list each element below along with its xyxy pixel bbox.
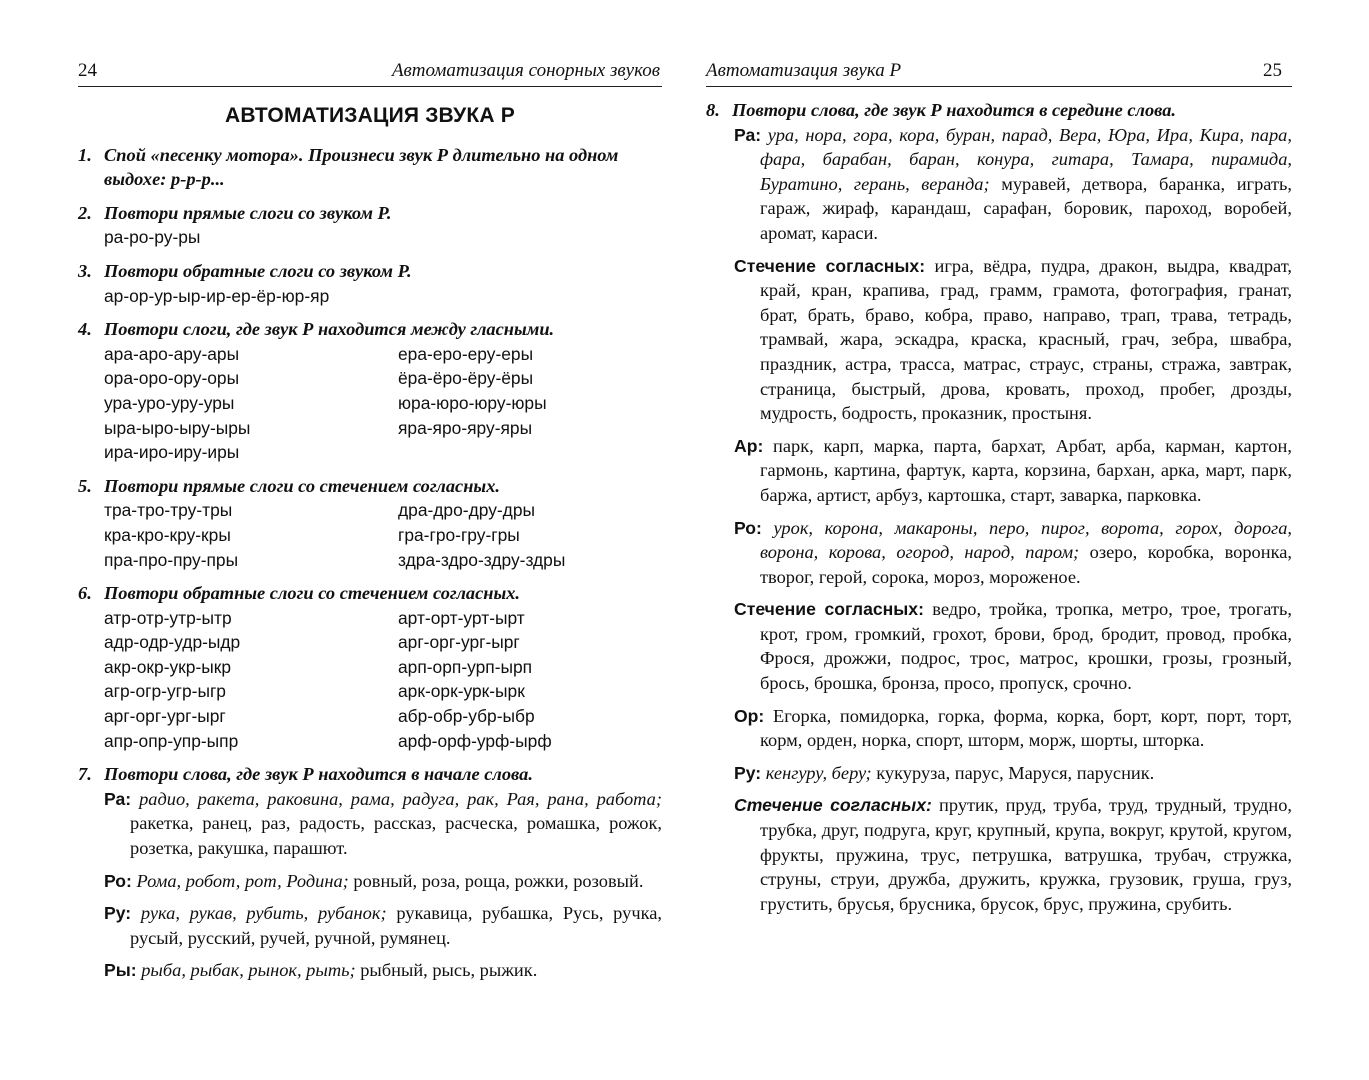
- syllable-row: пра-про-пру-пры: [104, 549, 239, 570]
- word-group-ra: Ра: радио, ракета, раковина, рама, радуга, рак, Рая, рана, работа; ракетка, ранец, раз, радость, рассказ, расческа, ромашка, рожок, розетка, ракушка, парашют.: [104, 788, 662, 859]
- syllable-row: яра-яро-яру-яры: [398, 417, 533, 438]
- word-group-ru: Ру: кенгуру, беру; кукуруза, парус, Маруся, парусник.: [734, 762, 1155, 783]
- syllable-row: ара-аро-ару-ары: [104, 343, 240, 364]
- page-number: 24: [78, 60, 97, 81]
- syllable-row: юра-юро-юру-юры: [398, 392, 547, 413]
- word-group-consonant-cluster: Стечение согласных: прутик, пруд, труба, труд, трудный, трудно, трубка, друг, подруга, круг, крупный, крупа, вокруг, крутой, кругом, фрукты, пружина, трус, петрушка, ватрушка, трубач, стружка, струны, струи, дружба, дружить, кружка, грузовик, груша, груз, грустить, брусья, брусника, брусок, брус, пружина, срубить.: [734, 795, 1292, 914]
- word-group-ru: Ру: рука, рукав, рубить, рубанок; рукавица, рубашка, Русь, ручка, русый, русский, ручей, ручной, румянец.: [104, 903, 662, 948]
- syllable-row: арф-орф-урф-ырф: [398, 730, 552, 751]
- exercise-3: [78, 259, 662, 308]
- syllable-row: гра-гро-гру-гры: [398, 524, 520, 545]
- exercise-instruction: 6. Повтори обратные слоги со стечением согласных.: [78, 583, 521, 604]
- exercise-instruction: 8. Повтори слова, где звук Р находится в середине слова.: [706, 100, 1177, 120]
- syllable-row: ыра-ыро-ыру-ыры: [104, 417, 251, 438]
- word-group-ro: Ро: Рома, робот, рот, Родина; ровный, роза, роща, рожки, розовый.: [104, 870, 644, 891]
- exercise-7: [78, 762, 662, 983]
- syllable-row: арп-орп-урп-ырп: [398, 656, 533, 677]
- syllable-row: ера-еро-еру-еры: [398, 343, 534, 364]
- syllable-row: абр-обр-убр-ыбр: [398, 706, 535, 727]
- word-group-or: Ор: Егорка, помидорка, горка, форма, корка, борт, корт, порт, торт, корм, орден, норка, спорт, шторм, морж, шорты, шторка.: [734, 705, 1292, 751]
- syllable-row: арк-орк-урк-ырк: [398, 681, 525, 702]
- exercise-instruction: 2. Повтори прямые слоги со звуком Р.: [78, 202, 392, 223]
- syllable-line: ар-ор-ур-ыр-ир-ер-ёр-юр-яр: [104, 285, 330, 306]
- syllable-row: агр-огр-угр-ыгр: [104, 681, 226, 702]
- exercise-instruction: 1. Спой «песенку мотора». Произнеси звук Р длительно на одном выдохе: р-р-р...: [78, 144, 619, 190]
- exercise-1: [78, 143, 662, 192]
- syllable-row: [398, 440, 662, 465]
- word-group-ar: Ар: парк, карп, марка, парта, бархат, Арбат, арба, карман, картон, гармонь, картина, фартук, карта, корзина, бархан, арка, март, парк, баржа, артист, арбуз, картошка, старт, заварка, парковка.: [734, 435, 1292, 505]
- syllable-grid: [78, 498, 662, 572]
- running-head-title: Автоматизация звука Р: [706, 60, 902, 81]
- syllable-row: апр-опр-упр-ыпр: [104, 730, 239, 751]
- syllable-row: акр-окр-укр-ыкр: [104, 656, 232, 677]
- page-content: [706, 98, 1292, 925]
- word-group-ry: Ры: рыба, рыбак, рынок, рыть; рыбный, рысь, рыжик.: [104, 960, 538, 981]
- word-group-ro: Ро: урок, корона, макароны, перо, пирог, ворота, горох, дорога, ворона, корова, огород, народ, паром; озеро, коробка, воронка, творог, герой, сорока, мороз, мороженое.: [734, 517, 1292, 587]
- syllable-line: ра-ро-ру-ры: [104, 227, 201, 248]
- section-title: АВТОМАТИЗАЦИЯ ЗВУКА Р: [225, 104, 515, 127]
- syllable-row: ора-оро-ору-оры: [104, 368, 240, 389]
- syllable-row: дра-дро-дру-дры: [398, 500, 535, 521]
- exercise-4: [78, 317, 662, 465]
- page-content: [78, 96, 662, 992]
- syllable-row: арг-орг-ург-ырг: [398, 632, 520, 653]
- syllable-grid: [78, 606, 662, 754]
- syllable-row: ёра-ёро-ёру-ёры: [398, 368, 534, 389]
- page-number: 25: [1263, 60, 1282, 81]
- syllable-row: здра-здро-здру-здры: [398, 549, 566, 570]
- syllable-row: арт-орт-урт-ырт: [398, 607, 525, 628]
- exercise-instruction: 4. Повтори слоги, где звук Р находится между гласными.: [78, 319, 555, 340]
- syllable-row: тра-тро-тру-тры: [104, 500, 233, 521]
- left-page: [78, 0, 662, 1080]
- right-page: [706, 0, 1292, 1080]
- running-header: [78, 60, 662, 87]
- syllable-row: ира-иро-иру-иры: [104, 442, 240, 463]
- syllable-row: ура-уро-уру-уры: [104, 392, 235, 413]
- exercise-instruction: 7. Повтори слова, где звук Р находится в начале слова.: [78, 764, 533, 785]
- word-group-consonant-cluster: Стечение согласных: игра, вёдра, пудра, дракон, выдра, квадрат, край, кран, крапива, град, грамм, грамота, фотография, гранат, брат, брать, браво, кобра, право, направо, трап, трава, тетрадь, трамвай, жара, эскадра, краска, красный, грач, зебра, швабра, праздник, астра, трасса, матрас, страус, страны, стража, завтрак, страница, быстрый, дрова, кровать, проход, пробег, дрозды, мудрость, бодрость, проказник, простыня.: [734, 255, 1292, 424]
- exercise-instruction: 5. Повтори прямые слоги со стечением согласных.: [78, 475, 500, 496]
- syllable-row: атр-отр-утр-ытр: [104, 607, 232, 628]
- exercise-5: [78, 474, 662, 572]
- syllable-grid: [78, 342, 662, 465]
- exercise-instruction: 3. Повтори обратные слоги со звуком Р.: [78, 260, 412, 281]
- word-group-consonant-cluster: Стечение согласных: ведро, тройка, тропка, метро, трое, трогать, крот, гром, громкий, грохот, брови, брод, бродит, провод, пробка, Фрося, дрожжи, подрос, трос, матрос, крошки, грозы, грозный, брось, брошка, бронза, просо, пропуск, срочно.: [734, 599, 1292, 694]
- running-head-title: Автоматизация сонорных звуков: [391, 60, 660, 81]
- syllable-row: адр-одр-удр-ыдр: [104, 632, 241, 653]
- syllable-row: арг-орг-ург-ырг: [104, 706, 226, 727]
- exercise-8: [706, 98, 1292, 916]
- exercise-2: [78, 201, 662, 250]
- syllable-row: кра-кро-кру-кры: [104, 524, 231, 545]
- word-group-ra: Ра: ура, нора, гора, кора, буран, парад, Вера, Юра, Ира, Кира, пара, фара, барабан, баран, конура, гитара, Тамара, пирамида, Буратино, герань, веранда; муравей, детвора, баранка, играть, гараж, жираф, карандаш, сарафан, боровик, пароход, воробей, аромат, караси.: [734, 124, 1292, 243]
- running-header: [706, 60, 1292, 87]
- exercise-6: [78, 581, 662, 753]
